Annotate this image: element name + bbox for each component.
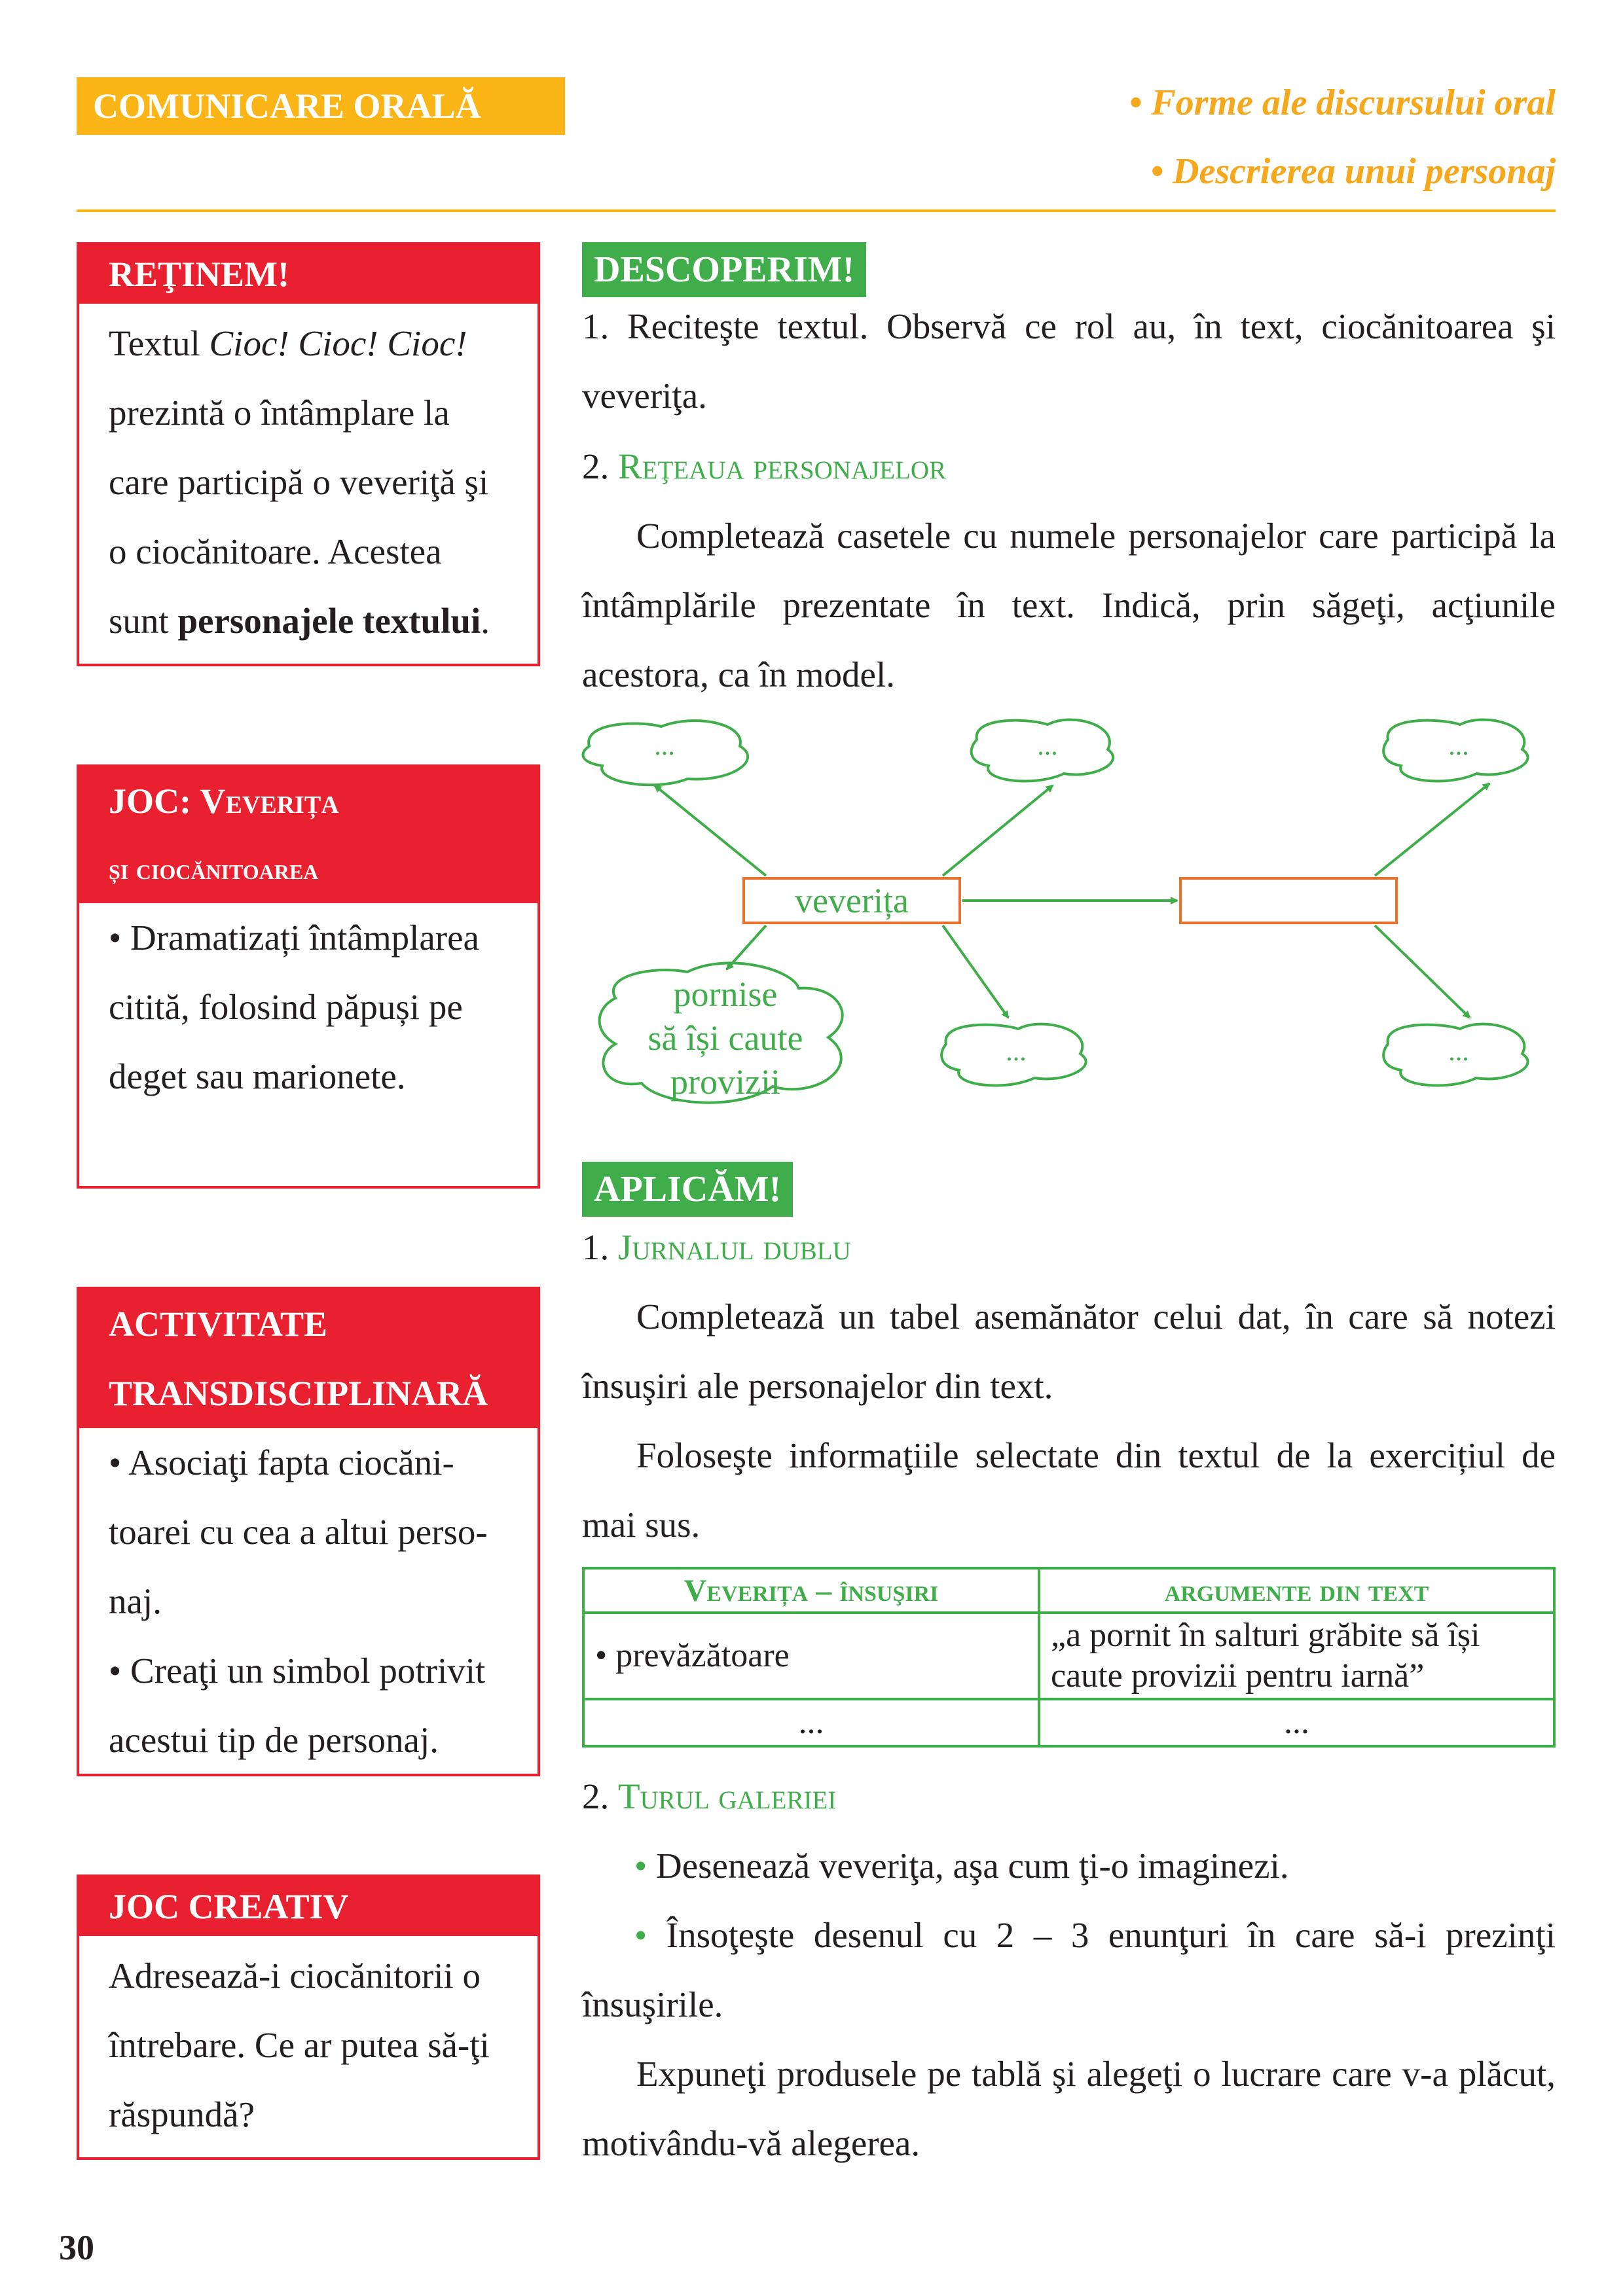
joc-title-b: Veverița: [200, 781, 339, 821]
joc-creativ-text: Adresează-i ciocănitorii o întrebare. Ce ar putea să-ţi răspundă?: [109, 1956, 490, 2134]
retinem-box: [77, 242, 540, 666]
joc-text: • Dramatizați întâmplarea citită, folosind păpuși pe deget sau marionete.: [109, 918, 479, 1096]
descoperim-tag: DESCOPERIM!: [582, 242, 866, 297]
retinem-text: [79, 304, 538, 656]
example-line-3: provizii: [670, 1062, 780, 1102]
q2-title: Reţeaua personajelor: [618, 446, 947, 486]
retinem-title: REŢINEM!: [79, 245, 538, 304]
q2-number: 2.: [582, 446, 618, 486]
retinem-text-title: Cioc! Cioc! Cioc!: [209, 323, 467, 363]
aplicam-q2-title: Turul galeriei: [618, 1776, 837, 1816]
aplicam-q1-heading: [582, 1213, 1556, 1282]
table-header-traits: Veverița – însuşiri: [583, 1568, 1039, 1613]
activitate-title: ACTIVITATE TRANSDISCIPLINARĂ: [79, 1289, 538, 1428]
joc-title-c: și ciocănitoarea: [109, 852, 319, 886]
joc-creativ-title: JOC CREATIV: [79, 1877, 538, 1936]
aplicam-p2: Foloseşte informaţiile selectate din textul de la exercițiul de mai sus.: [582, 1435, 1556, 1545]
table-cell-empty-trait: ...: [583, 1699, 1039, 1746]
retinem-text-a: Textul: [109, 323, 210, 363]
activitate-box: [77, 1287, 540, 1776]
aplicam-bullet-1: [582, 1831, 1556, 1901]
joc-title-a: JOC:: [109, 781, 200, 821]
arrow-to-top-middle: [943, 785, 1053, 876]
aplicam-q2-heading: [582, 1762, 1556, 1831]
placeholder-top-middle: ...: [1037, 731, 1058, 761]
aplicam-tag: APLICĂM!: [582, 1162, 793, 1217]
aplicam-q1-title: Jurnalul dublu: [618, 1227, 851, 1267]
placeholder-top-left: ...: [654, 731, 675, 761]
center-label: veverița: [795, 881, 909, 920]
activitate-item-1: • Asociaţi fapta ciocăni-toarei cu cea a altui perso-naj.: [109, 1443, 488, 1621]
example-line-2: să își caute: [647, 1018, 803, 1058]
arrow-to-top-right: [1375, 783, 1489, 876]
arrow-to-bottom-middle: [943, 925, 1008, 1018]
double-journal-table: [582, 1567, 1556, 1748]
retinem-text-bold: personajele textului: [177, 601, 481, 641]
arrow-to-bottom-right: [1375, 925, 1470, 1018]
activitate-item-2: • Creaţi un simbol potrivit acestui tip de personaj.: [109, 1651, 486, 1760]
bullet-2-text: Însoţeşte desenul cu 2 – 3 enunţuri în care să-i prezinţi însuşirile.: [582, 1915, 1556, 2024]
retinem-text-b: prezintă o întâmplare la care participă o veveriţă şi o ciocănitoare. Acestea sunt: [109, 393, 489, 641]
aplicam-bullet-2: [582, 1901, 1556, 2039]
empty-character-box: [1180, 878, 1396, 923]
retinem-text-c: .: [481, 601, 490, 641]
bullet-2-marker: •: [634, 1915, 647, 1955]
aplicam-p1: Completează un tabel asemănător celui dat, în care să notezi însuşiri ale personajelor din text.: [582, 1297, 1556, 1406]
activitate-text: [79, 1428, 538, 1775]
aplicam-p3: Expuneţi produsele pe tablă şi alegeţi o lucrare care v-a plăcut, motivându-vă alegerea.: [582, 2054, 1556, 2163]
table-header-row: [583, 1568, 1554, 1613]
page-number: 30: [59, 2228, 94, 2267]
placeholder-bottom-right: ...: [1448, 1037, 1469, 1067]
table-header-arguments: argumente din text: [1039, 1568, 1554, 1613]
placeholder-top-right: ...: [1448, 731, 1469, 761]
example-line-1: pornise: [673, 975, 778, 1014]
table-row: [583, 1699, 1554, 1746]
joc-creativ-box: [77, 1874, 540, 2160]
aplicam-q2-number: 2.: [582, 1776, 618, 1816]
arrow-to-top-left: [655, 785, 766, 876]
topic-oral-discourse: • Forme ale discursului oral: [1129, 82, 1556, 123]
descoperim-q2-text: Completează casetele cu numele personajelor care participă la întâmplările prezentate în text. Indică, prin săgeţi, acţiunile acestora, ca în model.: [582, 516, 1556, 694]
table-row: [583, 1613, 1554, 1699]
joc-title: [79, 767, 538, 903]
topic-character-description: • Descrierea unui personaj: [1150, 151, 1556, 192]
bullet-1-marker: •: [634, 1846, 647, 1886]
header-divider: [77, 209, 1556, 212]
table-cell-argument: „a pornit în salturi grăbite să își caute provizii pentru iarnă”: [1039, 1613, 1554, 1699]
joc-box: [77, 764, 540, 1189]
table-cell-trait: • prevăzătoare: [583, 1613, 1039, 1699]
placeholder-bottom-middle: ...: [1006, 1037, 1027, 1067]
character-network-diagram: [576, 710, 1558, 1116]
section-badge: COMUNICARE ORALĂ: [77, 77, 565, 135]
aplicam-q1-number: 1.: [582, 1227, 618, 1267]
bullet-1-text: Desenează veveriţa, aşa cum ţi-o imaginezi.: [647, 1846, 1289, 1886]
descoperim-q2-heading: [582, 432, 1556, 501]
descoperim-q1: 1. Reciteşte textul. Observă ce rol au, în text, ciocănitoarea şi veveriţa.: [582, 306, 1556, 416]
table-cell-empty-argument: ...: [1039, 1699, 1554, 1746]
